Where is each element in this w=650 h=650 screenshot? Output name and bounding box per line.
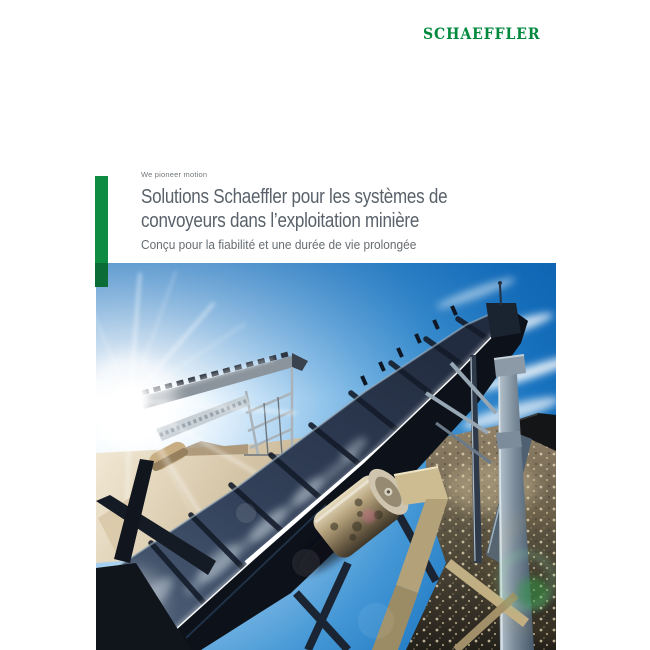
page-title-line2: convoyeurs dans l’exploitation minière	[141, 208, 420, 232]
green-accent-bar	[95, 176, 108, 287]
page-title-line1: Solutions Schaeffler pour les systèmes de	[141, 185, 448, 208]
schaeffler-logo: SCHAEFFLER	[423, 24, 541, 43]
header-block	[141, 170, 561, 253]
eyebrow-claim: We pioneer motion	[141, 170, 208, 179]
page-subtitle: Conçu pour la fiabilité et une durée de vie prolongée	[141, 238, 417, 252]
cover-photo	[96, 263, 556, 650]
